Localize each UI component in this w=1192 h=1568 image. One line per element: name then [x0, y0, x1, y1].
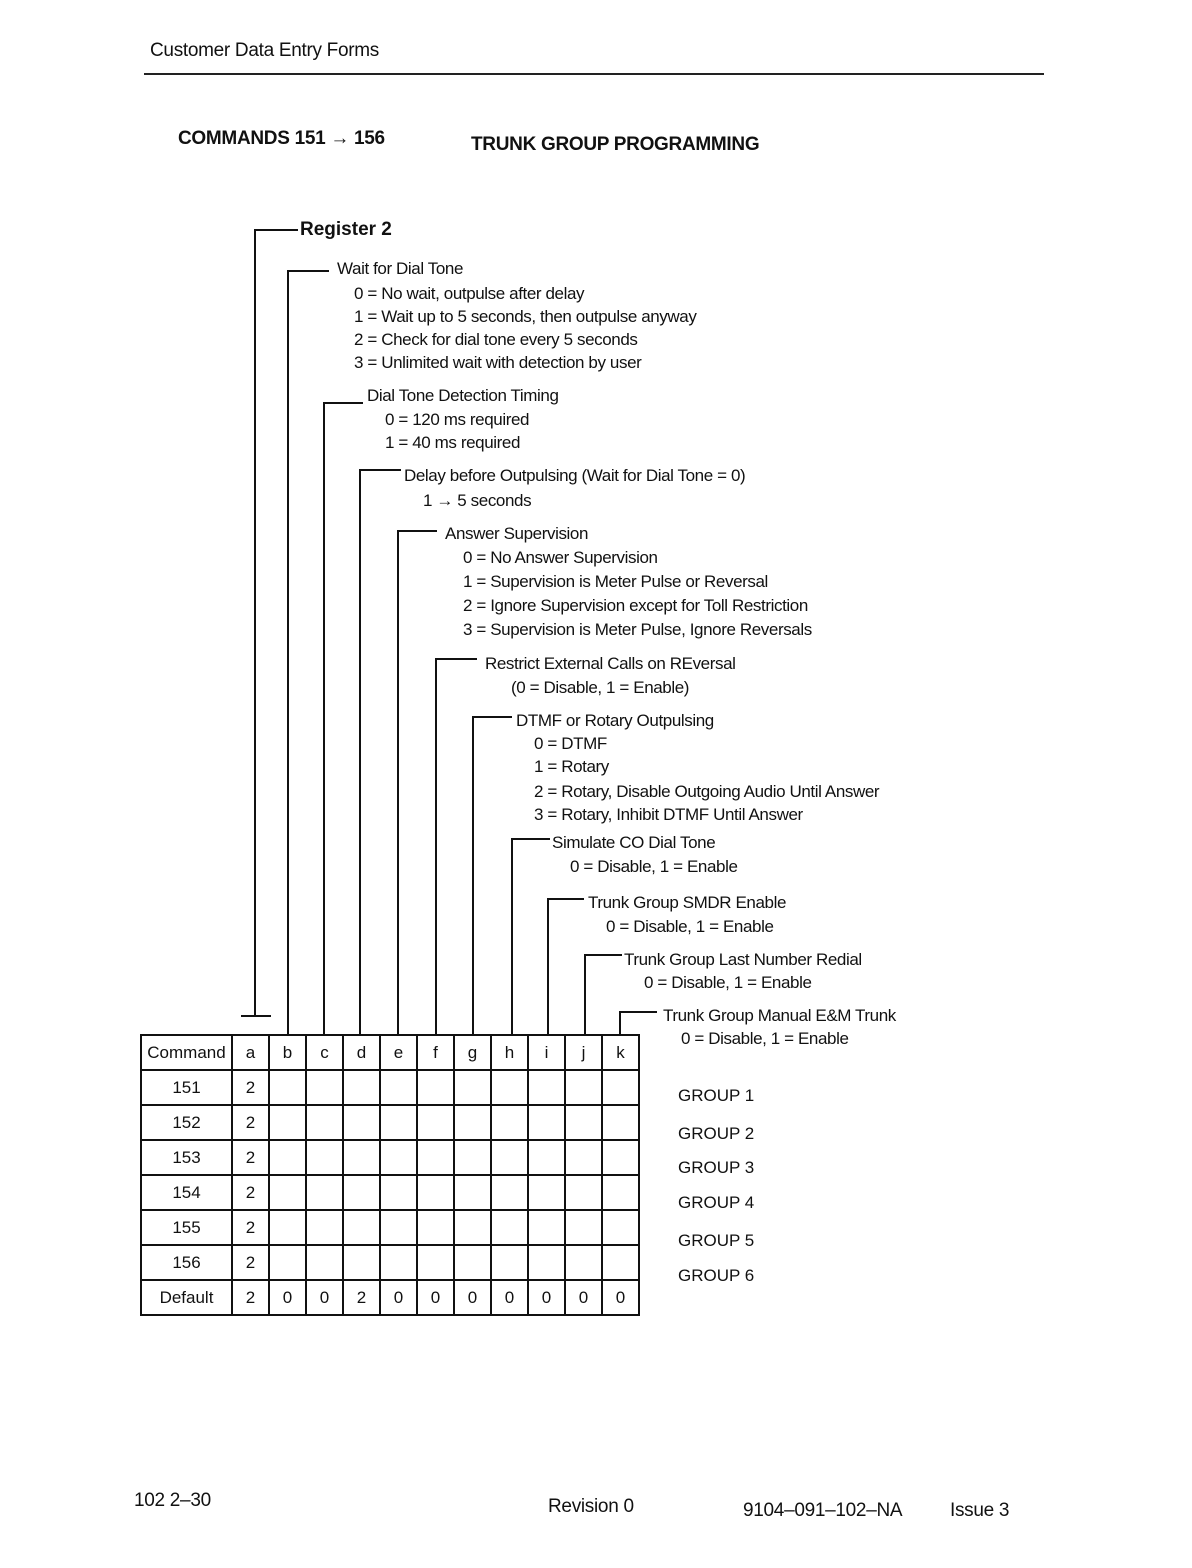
field-option: (0 = Disable, 1 = Enable): [511, 678, 690, 697]
entry-cell[interactable]: [602, 1175, 639, 1210]
entry-cell[interactable]: [380, 1140, 417, 1175]
field-option: 0 = Disable, 1 = Enable: [570, 857, 738, 876]
running-header: Customer Data Entry Forms: [150, 40, 379, 61]
group-label: GROUP 5: [678, 1231, 755, 1250]
entry-cell[interactable]: [602, 1245, 639, 1280]
field-option: 1 → 5 seconds: [423, 491, 532, 510]
field-option: 3 = Supervision is Meter Pulse, Ignore Reversals: [463, 620, 812, 639]
entry-cell[interactable]: [269, 1245, 306, 1280]
field-option: 2 = Ignore Supervision except for Toll Restriction: [463, 596, 808, 615]
header-cell: Command: [141, 1035, 232, 1070]
entry-cell[interactable]: [380, 1175, 417, 1210]
field-option: 0 = 120 ms required: [385, 410, 530, 429]
default-value-cell: 0: [306, 1280, 343, 1315]
entry-cell[interactable]: [380, 1070, 417, 1105]
entry-cell[interactable]: [417, 1140, 454, 1175]
entry-cell[interactable]: [565, 1175, 602, 1210]
field-option: 0 = No Answer Supervision: [463, 548, 658, 567]
table-row: [141, 1105, 639, 1140]
entry-cell[interactable]: [417, 1070, 454, 1105]
default-value-cell: 0: [528, 1280, 565, 1315]
default-value-cell: 0: [565, 1280, 602, 1315]
entry-cell[interactable]: [491, 1105, 528, 1140]
field-option: 1 = Supervision is Meter Pulse or Reversal: [463, 572, 768, 591]
entry-cell[interactable]: [565, 1105, 602, 1140]
command-number-cell: 152: [141, 1105, 232, 1140]
default-value-cell: 0: [491, 1280, 528, 1315]
entry-cell[interactable]: [380, 1105, 417, 1140]
field-option: 0 = Disable, 1 = Enable: [644, 973, 812, 992]
entry-cell[interactable]: [417, 1245, 454, 1280]
entry-cell[interactable]: [343, 1105, 380, 1140]
entry-cell[interactable]: [528, 1105, 565, 1140]
field-label-restrict-external-calls: Restrict External Calls on REversal: [485, 654, 736, 673]
entry-cell[interactable]: [454, 1245, 491, 1280]
header-cell: e: [380, 1035, 417, 1070]
table-header-row: [141, 1035, 639, 1070]
value-cell: 2: [232, 1070, 269, 1105]
header-cell: g: [454, 1035, 491, 1070]
command-number-cell: 156: [141, 1245, 232, 1280]
field-label-trunk-group-last-number-redial: Trunk Group Last Number Redial: [624, 950, 862, 969]
entry-cell[interactable]: [417, 1175, 454, 1210]
field-option: 0 = No wait, outpulse after delay: [354, 284, 585, 303]
field-label-trunk-group-manual-em: Trunk Group Manual E&M Trunk: [663, 1006, 896, 1025]
entry-cell[interactable]: [306, 1070, 343, 1105]
entry-cell[interactable]: [269, 1140, 306, 1175]
entry-cell[interactable]: [306, 1140, 343, 1175]
field-label-delay-before-outpulsing: Delay before Outpulsing (Wait for Dial Tone = 0): [404, 466, 746, 485]
commands-title: COMMANDS 151 → 156: [178, 128, 385, 149]
default-value-cell: 2: [343, 1280, 380, 1315]
entry-cell[interactable]: [380, 1210, 417, 1245]
group-label: GROUP 6: [678, 1266, 755, 1285]
entry-cell[interactable]: [565, 1210, 602, 1245]
field-label-trunk-group-smdr: Trunk Group SMDR Enable: [588, 893, 787, 912]
entry-cell[interactable]: [454, 1175, 491, 1210]
entry-cell[interactable]: [306, 1105, 343, 1140]
entry-cell[interactable]: [602, 1070, 639, 1105]
header-rule: [144, 73, 1044, 75]
issue-label: Issue 3: [950, 1500, 1010, 1521]
header-cell: j: [565, 1035, 602, 1070]
document-number: 9104–091–102–NA: [743, 1500, 903, 1521]
entry-cell[interactable]: [528, 1210, 565, 1245]
field-option: 2 = Rotary, Disable Outgoing Audio Until Answer: [534, 782, 880, 801]
default-value-cell: 0: [602, 1280, 639, 1315]
header-cell: c: [306, 1035, 343, 1070]
field-option: 1 = Wait up to 5 seconds, then outpulse anyway: [354, 307, 697, 326]
default-value-cell: 0: [269, 1280, 306, 1315]
entry-cell[interactable]: [602, 1140, 639, 1175]
entry-cell[interactable]: [269, 1175, 306, 1210]
register-label: Register 2: [300, 219, 392, 240]
entry-cell[interactable]: [269, 1210, 306, 1245]
field-option: 1 = Rotary: [534, 757, 609, 776]
group-label: GROUP 1: [678, 1086, 755, 1105]
entry-cell[interactable]: [269, 1070, 306, 1105]
default-row: [141, 1280, 639, 1315]
value-cell: 2: [232, 1105, 269, 1140]
field-label-wait-for-dial-tone: Wait for Dial Tone: [337, 259, 464, 278]
entry-cell[interactable]: [454, 1105, 491, 1140]
entry-cell[interactable]: [269, 1105, 306, 1140]
entry-cell[interactable]: [491, 1210, 528, 1245]
entry-cell[interactable]: [528, 1175, 565, 1210]
entry-cell[interactable]: [491, 1070, 528, 1105]
value-cell: 2: [232, 1175, 269, 1210]
value-cell: 2: [232, 1245, 269, 1280]
header-cell: b: [269, 1035, 306, 1070]
entry-cell[interactable]: [343, 1175, 380, 1210]
header-cell: i: [528, 1035, 565, 1070]
entry-cell[interactable]: [491, 1140, 528, 1175]
default-value-cell: 0: [380, 1280, 417, 1315]
page-number: 102 2–30: [134, 1490, 211, 1511]
field-option: 2 = Check for dial tone every 5 seconds: [354, 330, 638, 349]
group-label: GROUP 4: [678, 1193, 755, 1212]
table-row: [141, 1175, 639, 1210]
entry-cell[interactable]: [528, 1070, 565, 1105]
entry-cell[interactable]: [602, 1105, 639, 1140]
header-cell: h: [491, 1035, 528, 1070]
entry-cell[interactable]: [528, 1140, 565, 1175]
entry-cell[interactable]: [454, 1140, 491, 1175]
field-label-answer-supervision: Answer Supervision: [445, 524, 589, 543]
group-label: GROUP 2: [678, 1124, 755, 1143]
entry-cell[interactable]: [565, 1140, 602, 1175]
group-label: GROUP 3: [678, 1158, 755, 1177]
field-option: 0 = Disable, 1 = Enable: [681, 1029, 849, 1048]
header-cell: a: [232, 1035, 269, 1070]
entry-cell[interactable]: [417, 1210, 454, 1245]
command-number-cell: 153: [141, 1140, 232, 1175]
entry-cell[interactable]: [343, 1245, 380, 1280]
command-number-cell: 154: [141, 1175, 232, 1210]
entry-cell[interactable]: [343, 1210, 380, 1245]
value-cell: 2: [232, 1210, 269, 1245]
table-row: [141, 1140, 639, 1175]
entry-cell[interactable]: [565, 1070, 602, 1105]
field-option: 0 = DTMF: [534, 734, 607, 753]
entry-cell[interactable]: [306, 1245, 343, 1280]
field-label-simulate-co-dial-tone: Simulate CO Dial Tone: [552, 833, 716, 852]
default-value-cell: 0: [417, 1280, 454, 1315]
table-row: [141, 1210, 639, 1245]
entry-cell[interactable]: [343, 1070, 380, 1105]
entry-cell[interactable]: [306, 1210, 343, 1245]
header-cell: d: [343, 1035, 380, 1070]
default-value-cell: 2: [232, 1280, 269, 1315]
default-value-cell: 0: [454, 1280, 491, 1315]
command-number-cell: 155: [141, 1210, 232, 1245]
page-title: TRUNK GROUP PROGRAMMING: [471, 134, 760, 155]
default-label-cell: Default: [141, 1280, 232, 1315]
entry-cell[interactable]: [454, 1070, 491, 1105]
entry-cell[interactable]: [306, 1175, 343, 1210]
entry-cell[interactable]: [380, 1245, 417, 1280]
field-option: 3 = Rotary, Inhibit DTMF Until Answer: [534, 805, 803, 824]
command-table: [140, 1034, 640, 1316]
entry-cell[interactable]: [565, 1245, 602, 1280]
field-label-dial-tone-detection-timing: Dial Tone Detection Timing: [367, 386, 559, 405]
header-cell: k: [602, 1035, 639, 1070]
table-row: [141, 1070, 639, 1105]
entry-cell[interactable]: [602, 1210, 639, 1245]
header-cell: f: [417, 1035, 454, 1070]
entry-cell[interactable]: [343, 1140, 380, 1175]
entry-cell[interactable]: [491, 1245, 528, 1280]
table-row: [141, 1245, 639, 1280]
field-option: 0 = Disable, 1 = Enable: [606, 917, 774, 936]
field-option: 3 = Unlimited wait with detection by user: [354, 353, 642, 372]
revision-label: Revision 0: [548, 1496, 634, 1517]
entry-cell[interactable]: [528, 1245, 565, 1280]
value-cell: 2: [232, 1140, 269, 1175]
entry-cell[interactable]: [491, 1175, 528, 1210]
entry-cell[interactable]: [417, 1105, 454, 1140]
field-option: 1 = 40 ms required: [385, 433, 521, 452]
field-label-dtmf-or-rotary: DTMF or Rotary Outpulsing: [516, 711, 714, 730]
command-number-cell: 151: [141, 1070, 232, 1105]
entry-cell[interactable]: [454, 1210, 491, 1245]
